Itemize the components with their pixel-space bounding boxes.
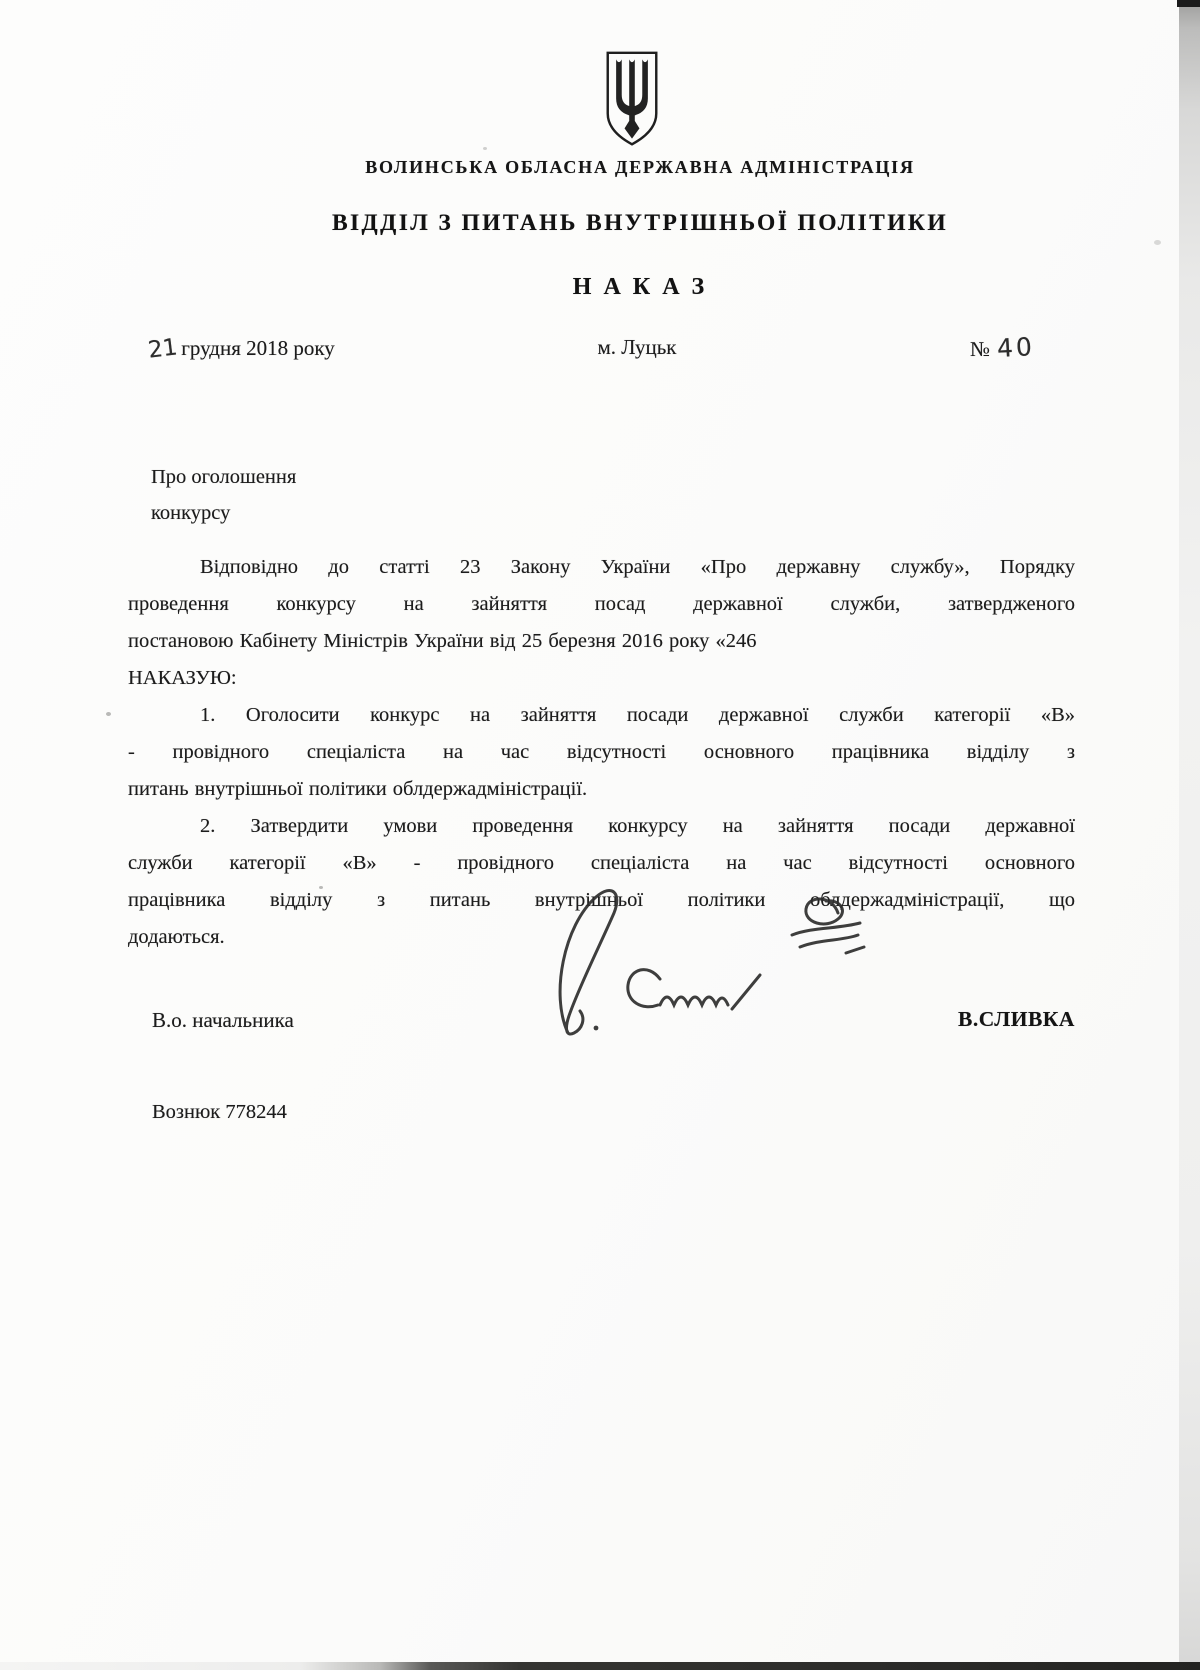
order-item-2-line: працівника відділу з питань внутрішньої політики облдержадміністрації, що [128, 889, 1075, 911]
legal-basis-line: Відповідно до статті 23 Закону України «Про державну службу», Порядку [200, 556, 1075, 578]
date-row [0, 333, 1200, 373]
order-item-2-line: додаються. [128, 926, 225, 948]
ukraine-trident-emblem-icon [604, 49, 660, 149]
issue-place: м. Луцьк [597, 335, 677, 359]
scan-right-edge-shadow [1179, 0, 1200, 1670]
legal-basis-line: постановою Кабінету Міністрів України від 25 березня 2016 року «246 [128, 630, 757, 652]
issue-date [146, 334, 335, 364]
document-type-title: Н А К А З [572, 274, 708, 300]
executor-note: Вознюк 778244 [152, 1101, 287, 1123]
order-item-1-line: питань внутрішньої політики облдержадміністрації. [128, 778, 588, 800]
signer-position: В.о. начальника [152, 1008, 294, 1032]
order-item-2-line: служби категорії «В» - провідного спеціаліста на час відсутності основного [128, 852, 1075, 874]
number-sign: № [970, 337, 991, 361]
issue-date-text: грудня 2018 року [181, 336, 335, 360]
scan-speck [483, 147, 487, 150]
scan-bottom-edge-mark [0, 1662, 1200, 1670]
scan-speck [106, 712, 111, 716]
department-name: ВІДДІЛ З ПИТАНЬ ВНУТРІШНЬОЇ ПОЛІТИКИ [331, 210, 949, 236]
subject-block [151, 459, 296, 531]
document-number [970, 333, 1035, 362]
organization-name: ВОЛИНСЬКА ОБЛАСНА ДЕРЖАВНА АДМІНІСТРАЦІЯ [365, 157, 915, 177]
subject-line: конкурсу [151, 502, 231, 524]
order-item-1-line: - провідного спеціаліста на час відсутності основного працівника відділу з [128, 741, 1075, 763]
scan-speck [1154, 240, 1161, 245]
number-value-handwritten: 40 [996, 332, 1036, 363]
issue-date-day-handwritten: 21 [146, 334, 179, 364]
scan-top-right-mark [1177, 0, 1200, 7]
order-item-2-line: 2. Затвердити умови проведення конкурсу на зайняття посади державної [200, 815, 1075, 837]
order-keyword: НАКАЗУЮ: [128, 667, 237, 689]
order-item-1-line: 1. Оголосити конкурс на зайняття посади державної служби категорії «В» [200, 704, 1075, 726]
legal-basis-line: проведення конкурсу на зайняття посад державної служби, затвердженого [128, 593, 1075, 615]
signer-name: В.СЛИВКА [958, 1007, 1075, 1031]
subject-line: Про оголошення [151, 466, 297, 488]
handwritten-signature-icon [508, 883, 890, 1045]
